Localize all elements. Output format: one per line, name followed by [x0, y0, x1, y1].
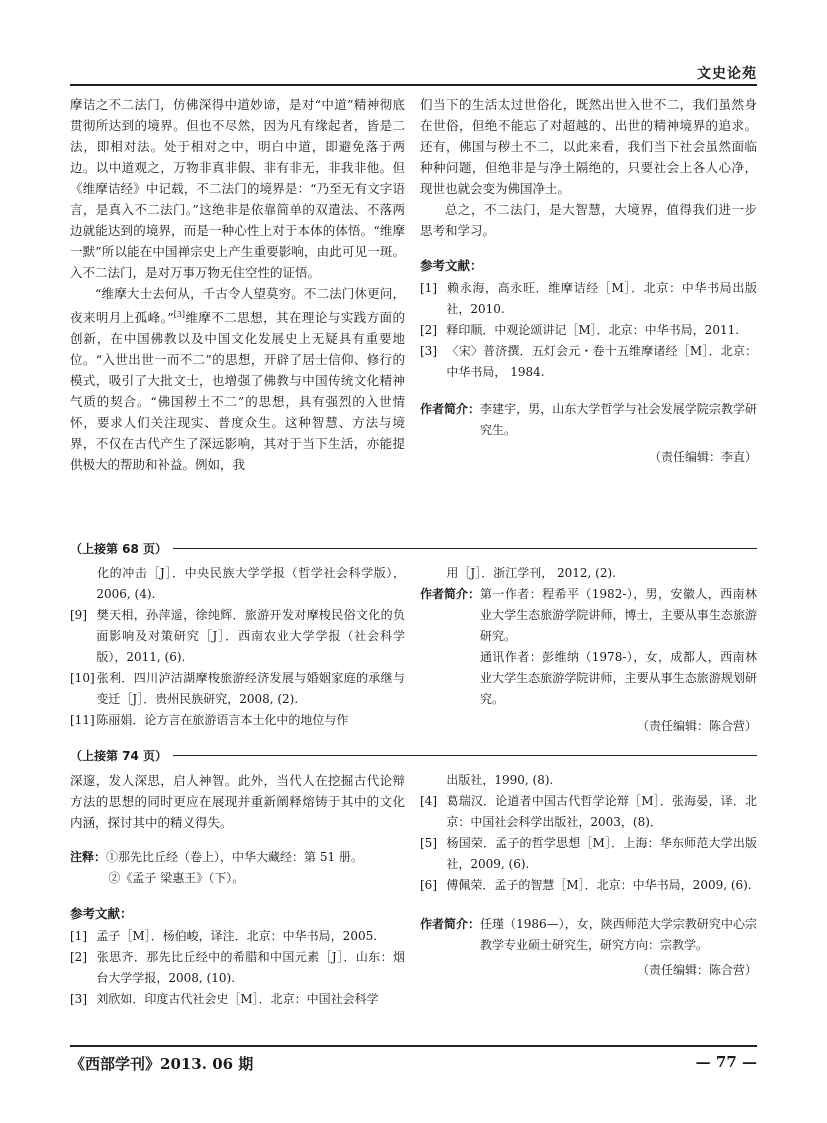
author-bio-text: 第一作者：程希平（1982-），男，安徽人，西南林业大学生态旅游学院讲师，博士，主要从事生态旅游研究。: [480, 587, 757, 643]
reference-item: [9] 樊天相，孙萍遥，徐纯辉．旅游开发对摩梭民俗文化的负面影响及对策研究［J］．西南农业大学学报（社会科学版），2011, (6).: [70, 608, 405, 664]
journal-issue: 《西部学刊》2013. 06 期: [70, 1055, 254, 1073]
reference-item: [1] 孟子［M］．杨伯峻，译注．北京：中华书局，2005.: [70, 929, 378, 943]
page-number: — 77 —: [695, 1053, 757, 1071]
reference-item: [2] 释印顺．中观论颂讲记［M］．北京：中华书局，2011.: [420, 323, 740, 337]
reference-item: 化的冲击［J］．中央民族大学学报（哲学社会科学版），2006, (4).: [96, 566, 405, 601]
reference-continuation: 出版社，1990, (8).: [446, 773, 554, 787]
author-bio-text: 李建宇，男，山东大学哲学与社会发展学院宗教学研究生。: [480, 402, 757, 437]
poem-quote: “维摩大士去何从，千古令人望莫穷。不二法门休更问，夜来明月上孤峰。”: [70, 286, 405, 326]
notes: [70, 847, 405, 889]
footer-rule: [70, 1045, 757, 1047]
block68-left-column: [70, 563, 405, 731]
references-heading: 参考文献：: [70, 906, 133, 921]
body-paragraph: 摩诘之不二法门，仿佛深得中道妙谛，是对“中道”精神彻底贯彻所达到的境界。但也不尽然，因为凡有缘起者，皆是二法，即相对法。处于相对之中，明白中道，即避免落于两边。以中道观之，万物非真非假、非有非无，非我非他。但《维摩诘经》中记载，不二法门的境界是：“乃至无有文字语言，是真入不二法门。”这绝非是依靠简单的双遣法、不落两边就能达到的境界，而是一种心性上对于本体的体悟。“维摩一默”所以能在中国禅宗史上产生重要影响，由此可见一斑。入不二法门，是对万事万物无住空性的证悟。: [70, 97, 405, 280]
article-left-column: [70, 94, 405, 475]
notes-label: 注释：: [70, 850, 107, 864]
responsible-editor: （责任编辑：陈合营）: [636, 719, 757, 733]
responsible-editor: （责任编辑：陈合营）: [636, 963, 757, 977]
reference-item: [10] 张利．四川泸沽湖摩梭旅游经济发展与婚姻家庭的承继与变迁［J］．贵州民族研究，2008, (2).: [70, 671, 405, 706]
references-heading: 参考文献：: [420, 258, 483, 273]
block74-left-column: [70, 770, 405, 1010]
author-bio-text: 通讯作者：彭维纳（1978-），女，成都人，西南林业大学生态旅游学院讲师，主要从事生态旅游规划研究。: [480, 650, 757, 706]
reference-item: [1] 赖永海，高永旺．维摩诘经［M］．北京：中华书局出版社，2010.: [420, 281, 757, 316]
reference-item: [6] 傅佩荣．孟子的智慧［M］．北京：中华书局，2009, (6).: [420, 878, 752, 892]
block68-right-column: [420, 563, 757, 737]
body-paragraph: 总之，不二法门，是大智慧，大境界，值得我们进一步思考和学习。: [420, 202, 757, 238]
block74-right-column: [420, 770, 757, 981]
reference-list: [420, 278, 757, 383]
author-bio: [420, 399, 757, 441]
reference-item: [2] 张思齐．那先比丘经中的希腊和中国元素［J］．山东：烟台大学学报，2008, (10).: [70, 950, 405, 985]
running-head-section: 文史论苑: [697, 66, 757, 82]
reference-item: [11] 陈丽娟．论方言在旅游语言本土化中的地位与作: [70, 713, 349, 727]
reference-item: [5] 杨国荣．孟子的哲学思想［M］．上海：华东师范大学出版社，2009, (6).: [420, 836, 757, 871]
reference-item: [3] 刘欣如．印度古代社会史［M］．北京：中国社会科学: [70, 992, 379, 1006]
author-bio: [420, 914, 757, 956]
paragraph-text: 维摩不二思想，其在理论与实践方面的创新，在中国佛教以及中国文化发展史上无疑具有重要地位。“入世出世一而不二”的思想，开辟了居士信仰、修行的模式，吸引了大批文士，也增强了佛教与中国传统文化精神气质的契合。“佛国秽土不二”的思想，具有强烈的入世情怀，要求人们关注现实、普度众生。这种智慧、方法与境界，不仅在古代产生了深远影响，其对于当下生活，亦能提供极大的帮助和补益。例如，我: [70, 310, 405, 473]
author-bio-label: 作者简介：: [420, 587, 481, 601]
article-right-column: [420, 94, 757, 468]
continued-from-label: （上接第 68 页）: [70, 540, 173, 557]
author-bio: [420, 584, 757, 710]
reference-item: [3] 〈宋〉普济撰．五灯会元・卷十五维摩诸经［M］．北京：中华书局， 1984.: [420, 344, 757, 379]
reference-item: [4] 葛瑞汉．论道者中国古代哲学论辩［M］．张海晏，译．北京：中国社会科学出版社，2003，(8)．: [420, 794, 757, 829]
reference-list: [420, 791, 757, 896]
body-paragraph: [70, 283, 405, 475]
responsible-editor: （责任编辑：李直）: [648, 450, 757, 464]
citation-mark: [3]: [173, 310, 185, 319]
note-item: ②《孟子 梁惠王》（下）。: [108, 871, 245, 885]
reference-continuation: 用［J］．浙江学刊， 2012, (2).: [446, 566, 616, 580]
body-paragraph: 们当下的生活太过世俗化，既然出世入世不二，我们虽然身在世俗，但绝不能忘了对超越的、出世的精神境界的追求。还有，佛国与秽土不二，以此来看，我们当下社会虽然面临种种问题，但绝非是与净土隔绝的，只要社会上各人心净，现世也就会变为佛国净土。: [420, 97, 757, 196]
author-bio-label: 作者简介：: [420, 917, 481, 931]
reference-list: [70, 926, 405, 1010]
continued-from-label: （上接第 74 页）: [70, 747, 173, 764]
note-item: 注释：①那先比丘经（卷上），中华大藏经：第 51 册。: [70, 850, 363, 864]
header-rule: [70, 84, 757, 86]
author-bio-label: 作者简介：: [420, 402, 481, 416]
author-bio-text: 任瑾（1986—），女，陕西师范大学宗教研究中心宗教学专业硕士研究生，研究方向：宗教学。: [480, 917, 757, 952]
body-paragraph: 深邃，发人深思，启人神智。此外，当代人在挖掘古代论辩方法的思想的同时更应在展现并重新阐释熔铸于其中的文化内涵，探讨其中的精义得失。: [70, 773, 405, 830]
